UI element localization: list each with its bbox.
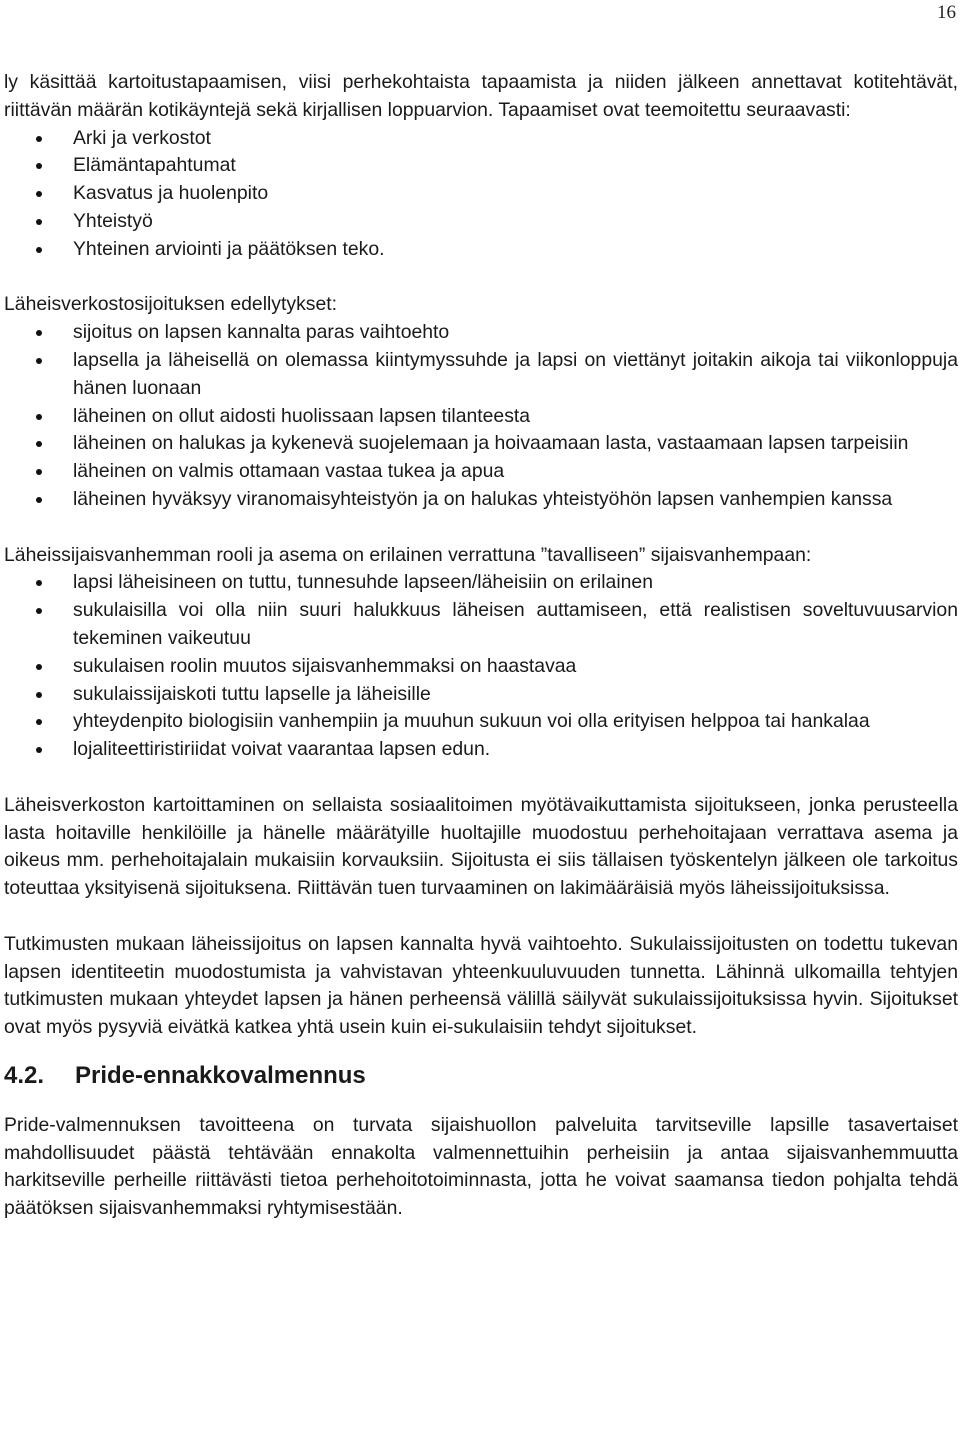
- role-title: Läheissijaisvanhemman rooli ja asema on erilainen verrattuna ”tavalliseen” sijaisvanhempaan:: [4, 543, 812, 566]
- list-item: lapsi läheisineen on tuttu, tunnesuhde lapseen/läheisiin on erilainen: [4, 569, 958, 597]
- list-item: läheinen on valmis ottamaan vastaa tukea ja apua: [4, 458, 958, 486]
- role-list: [4, 569, 958, 764]
- section-number: 4.2.: [4, 1061, 45, 1089]
- spacer: [4, 903, 958, 931]
- list-item: Yhteistyö: [4, 208, 958, 236]
- list-item: läheinen hyväksyy viranomaisyhteistyön ja on halukas yhteistyöhön lapsen vanhempien kanssa: [4, 486, 958, 514]
- list-item: Arki ja verkostot: [4, 125, 958, 153]
- list-item: sukulaisilla voi olla niin suuri halukkuus läheisen auttamiseen, että realistisen soveltuvuusarvion tekeminen vaikeutuu: [4, 597, 958, 653]
- mapping-paragraph: Läheisverkoston kartoittaminen on sellaista sosiaalitoimen myötävaikuttamista sijoitukseen, jonka perusteella lasta hoitaville henkilöille ja hänelle määrätyille huoltajille muodostuu perhehoitajaan verrattava asema ja oikeus mm. perhehoitajalain mukaisiin korvauksiin. Sijoitusta ei siis tällaisen työskentelyn jälkeen ole tarkoitus toteuttaa yksityisenä sijoituksena. Riittävän tuen turvaaminen on lakimääräisiä myös läheissijoituksissa.: [4, 793, 958, 900]
- list-item: sijoitus on lapsen kannalta paras vaihtoehto: [4, 319, 958, 347]
- list-item: lojaliteettiristiriidat voivat vaarantaa lapsen edun.: [4, 736, 958, 764]
- section-title: Pride-ennakkovalmennus: [75, 1061, 366, 1089]
- list-item: sukulaissijaiskoti tuttu lapselle ja läheisille: [4, 681, 958, 709]
- document-body: [4, 69, 958, 1223]
- list-item: Kasvatus ja huolenpito: [4, 180, 958, 208]
- list-item: yhteydenpito biologisiin vanhempiin ja muuhun sukuun voi olla erityisen helppoa tai hankalaa: [4, 708, 958, 736]
- research-paragraph: Tutkimusten mukaan läheissijoitus on lapsen kannalta hyvä vaihtoehto. Sukulaissijoitusten on todettu tukevan lapsen identiteetin muodostumista ja vahvistavan yhteenkuuluvuuden tunnetta. Lähinnä ulkomailla tehtyjen tutkimusten mukaan yhteydet lapsen ja hänen perheensä välillä säilyvät sukulaissijoituksissa hyvin. Sijoitukset ovat myös pysyviä eivätkä katkea yhtä usein kuin ei-sukulaisiin tehdyt sijoitukset.: [4, 932, 958, 1039]
- list-item: läheinen on halukas ja kykenevä suojelemaan ja hoivaamaan lasta, vastaamaan lapsen tarpeisiin: [4, 430, 958, 458]
- spacer: [4, 514, 958, 542]
- list-item: läheinen on ollut aidosti huolissaan lapsen tilanteesta: [4, 403, 958, 431]
- page-number: 16: [937, 2, 956, 23]
- meeting-themes-list: [4, 125, 958, 264]
- intro-paragraph: ly käsittää kartoitustapaamisen, viisi perhekohtaista tapaamista ja niiden jälkeen annettavat kotitehtävät, riittävän määrän kotikäyntejä sekä kirjallisen loppuarvion. Tapaamiset ovat teemoitettu seuraavasti:: [4, 71, 958, 121]
- spacer: [4, 264, 958, 292]
- pride-paragraph: Pride-valmennuksen tavoitteena on turvata sijaishuollon palveluita tarvitseville lapsille tasavertaiset mahdollisuudet päästä tehtävään ennakolta valmennettuihin perheisiin ja antaa sijaisvanhemmuutta harkitseville perheille riittävästi tietoa perhehoitotoiminnasta, jotta he voivat saamansa tiedon pohjalta tehdä päätöksen sijaisvanhemmaksi ryhtymisestään.: [4, 1113, 958, 1220]
- prerequisites-list: [4, 319, 958, 514]
- list-item: Elämäntapahtumat: [4, 152, 958, 180]
- section-heading: [4, 1061, 958, 1091]
- list-item: lapsella ja läheisellä on olemassa kiintymyssuhde ja lapsi on viettänyt joitakin aikoja tai viikonloppuja hänen luonaan: [4, 347, 958, 403]
- spacer: [4, 764, 958, 792]
- prerequisites-title: Läheisverkostosijoituksen edellytykset:: [4, 293, 338, 316]
- list-item: Yhteinen arviointi ja päätöksen teko.: [4, 236, 958, 264]
- list-item: sukulaisen roolin muutos sijaisvanhemmaksi on haastavaa: [4, 653, 958, 681]
